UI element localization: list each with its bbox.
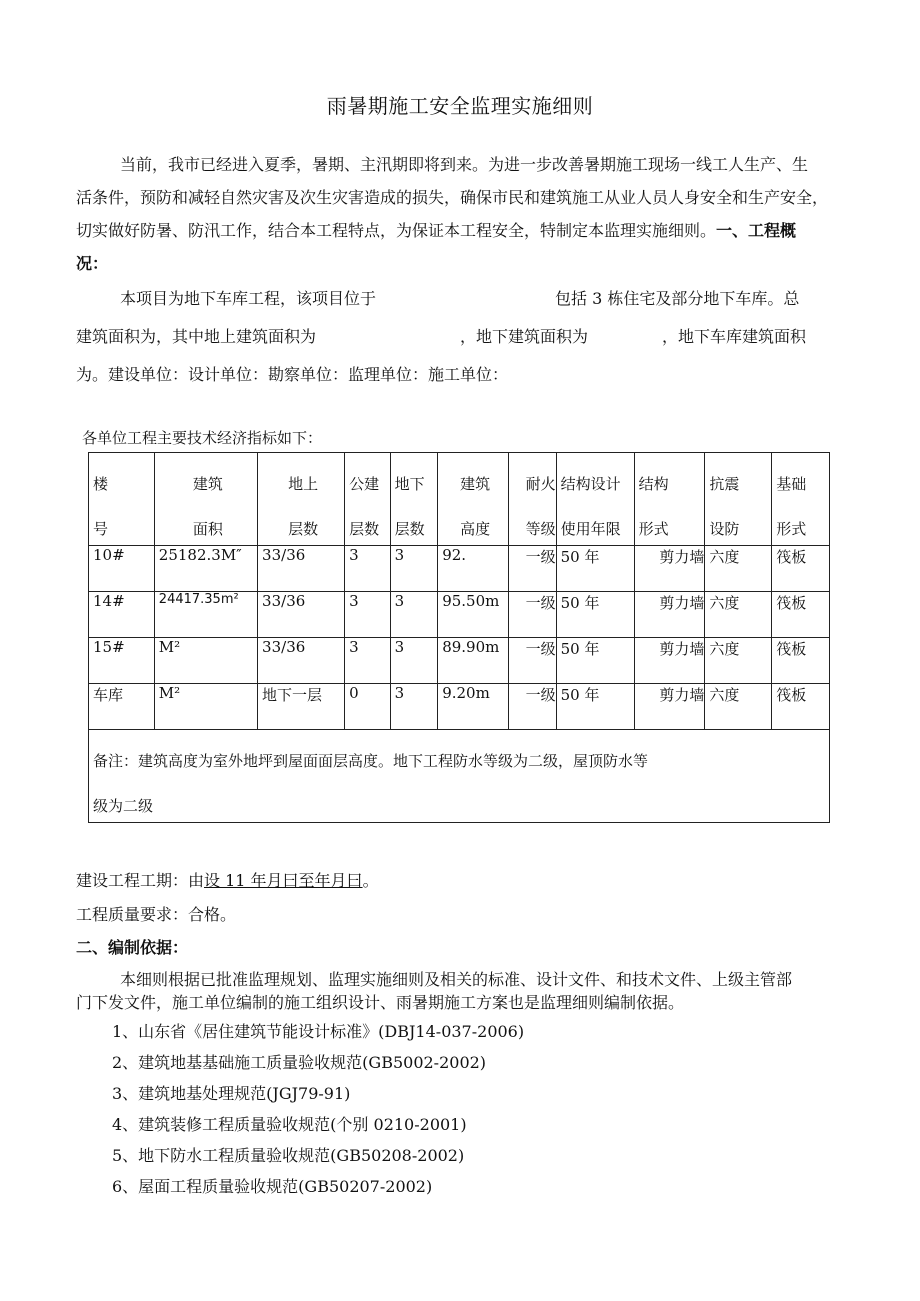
cell-structure: 剪力墙	[634, 684, 705, 730]
cell-above-floors: 地下一层	[258, 684, 345, 730]
header-cell: 抗震 设防	[705, 453, 772, 546]
list-item: 1、山东省《居住建筑节能设计标准》(DBJ14-037-2006)	[112, 1022, 525, 1041]
header-cell: 耐火 等级	[509, 453, 557, 546]
table-row	[89, 684, 830, 730]
intro-line-3-text: 切实做好防暑、防汛工作，结合本工程特点，为保证本工程安全，特制定本监理实施细则。	[76, 221, 717, 240]
overview-line-2a: 建筑面积为，其中地上建筑面积为	[76, 327, 317, 346]
cell-fire-rating: 一级	[509, 592, 557, 638]
technical-indicators-table	[88, 452, 830, 823]
list-item: 4、建筑装修工程质量验收规范(个别 0210-2001)	[112, 1115, 467, 1134]
cell-design-life: 50 年	[556, 684, 634, 730]
cell-fire-rating: 一级	[509, 546, 557, 592]
cell-design-life: 50 年	[556, 592, 634, 638]
cell-building: 10#	[89, 546, 155, 592]
section-heading-1: 一、工程概	[716, 221, 797, 240]
cell-design-life: 50 年	[556, 638, 634, 684]
table-row	[89, 592, 830, 638]
cell-above-floors: 33/36	[258, 592, 345, 638]
cell-below-floors: 3	[390, 546, 438, 592]
period-value: 设 11 年月曰至年月曰	[204, 871, 363, 890]
cell-seismic: 六度	[705, 684, 772, 730]
cell-height: 9.20m	[438, 684, 509, 730]
cell-public-floors: 0	[345, 684, 391, 730]
cell-area: M²	[154, 638, 257, 684]
list-item: 6、屋面工程质量验收规范(GB50207-2002)	[112, 1177, 433, 1196]
cell-below-floors: 3	[390, 684, 438, 730]
header-cell: 地下 层数	[390, 453, 438, 546]
intro-line-3	[76, 218, 796, 241]
cell-height: 92.	[438, 546, 509, 592]
table-note: 备注：建筑高度为室外地坪到屋面面层高度。地下工程防水等级为二级，屋顶防水等 级为二级	[89, 730, 830, 823]
cell-area: 24417.35m²	[154, 592, 257, 638]
cell-seismic: 六度	[705, 592, 772, 638]
header-cell: 结构设计 使用年限	[556, 453, 634, 546]
intro-line-2: 活条件，预防和减轻自然灾害及次生灾害造成的损失，确保市民和建筑施工从业人员人身安全和生产安全，	[76, 188, 829, 207]
list-item: 2、建筑地基基础施工质量验收规范(GB5002-2002)	[112, 1053, 487, 1072]
basis-line-2: 门下发文件，施工单位编制的施工组织设计、雨暑期施工方案也是监理细则编制依据。	[76, 993, 685, 1012]
cell-fire-rating: 一级	[509, 684, 557, 730]
cell-structure: 剪力墙	[634, 638, 705, 684]
cell-public-floors: 3	[345, 638, 391, 684]
cell-foundation: 筏板	[772, 546, 830, 592]
intro-line-1: 当前，我市已经进入夏季，暑期、主汛期即将到来。为进一步改善暑期施工现场一线工人生产、生	[120, 155, 809, 174]
overview-line-2b: ，地下建筑面积为	[460, 327, 589, 346]
basis-line-1: 本细则根据已批准监理规划、监理实施细则及相关的标准、设计文件、和技术文件、上级主管部	[120, 970, 793, 989]
cell-below-floors: 3	[390, 592, 438, 638]
cell-building: 车库	[89, 684, 155, 730]
section-heading-2: 二、编制依据：	[76, 938, 189, 957]
cell-seismic: 六度	[705, 638, 772, 684]
quality-requirement: 工程质量要求：合格。	[76, 905, 237, 924]
table-header-row	[89, 453, 830, 546]
cell-above-floors: 33/36	[258, 638, 345, 684]
header-cell: 建筑 高度	[438, 453, 509, 546]
overview-line-3: 为。建设单位：设计单位：勘察单位：监理单位：施工单位：	[76, 365, 509, 384]
header-cell: 楼 号	[89, 453, 155, 546]
table-caption: 各单位工程主要技术经济指标如下：	[82, 429, 323, 447]
cell-area: 25182.3M″	[154, 546, 257, 592]
cell-above-floors: 33/36	[258, 546, 345, 592]
cell-foundation: 筏板	[772, 592, 830, 638]
document-title: 雨暑期施工安全监理实施细则	[326, 94, 594, 118]
table-row	[89, 546, 830, 592]
cell-seismic: 六度	[705, 546, 772, 592]
cell-building: 14#	[89, 592, 155, 638]
table-note-row	[89, 730, 830, 823]
cell-fire-rating: 一级	[509, 638, 557, 684]
cell-public-floors: 3	[345, 546, 391, 592]
construction-period	[76, 868, 379, 891]
cell-public-floors: 3	[345, 592, 391, 638]
cell-building: 15#	[89, 638, 155, 684]
section-heading-1-cont: 况：	[76, 254, 109, 273]
cell-foundation: 筏板	[772, 638, 830, 684]
header-cell: 结构 形式	[634, 453, 705, 546]
period-label: 建设工程工期：由	[76, 871, 205, 890]
overview-line-1b: 包括 3 栋住宅及部分地下车库。总	[555, 289, 800, 308]
cell-height: 89.90m	[438, 638, 509, 684]
list-item: 5、地下防水工程质量验收规范(GB50208-2002)	[112, 1146, 465, 1165]
table-row	[89, 638, 830, 684]
list-item: 3、建筑地基处理规范(JGJ79-91)	[112, 1084, 351, 1103]
header-cell: 建筑 面积	[154, 453, 257, 546]
cell-structure: 剪力墙	[634, 592, 705, 638]
cell-structure: 剪力墙	[634, 546, 705, 592]
header-cell: 基础 形式	[772, 453, 830, 546]
header-cell: 公建 层数	[345, 453, 391, 546]
cell-area: M²	[154, 684, 257, 730]
cell-design-life: 50 年	[556, 546, 634, 592]
cell-below-floors: 3	[390, 638, 438, 684]
cell-height: 95.50m	[438, 592, 509, 638]
cell-foundation: 筏板	[772, 684, 830, 730]
overview-line-1a: 本项目为地下车库工程，该项目位于	[120, 289, 377, 308]
period-suffix: 。	[362, 871, 379, 890]
overview-line-2c: ，地下车库建筑面积	[662, 327, 807, 346]
header-cell: 地上 层数	[258, 453, 345, 546]
